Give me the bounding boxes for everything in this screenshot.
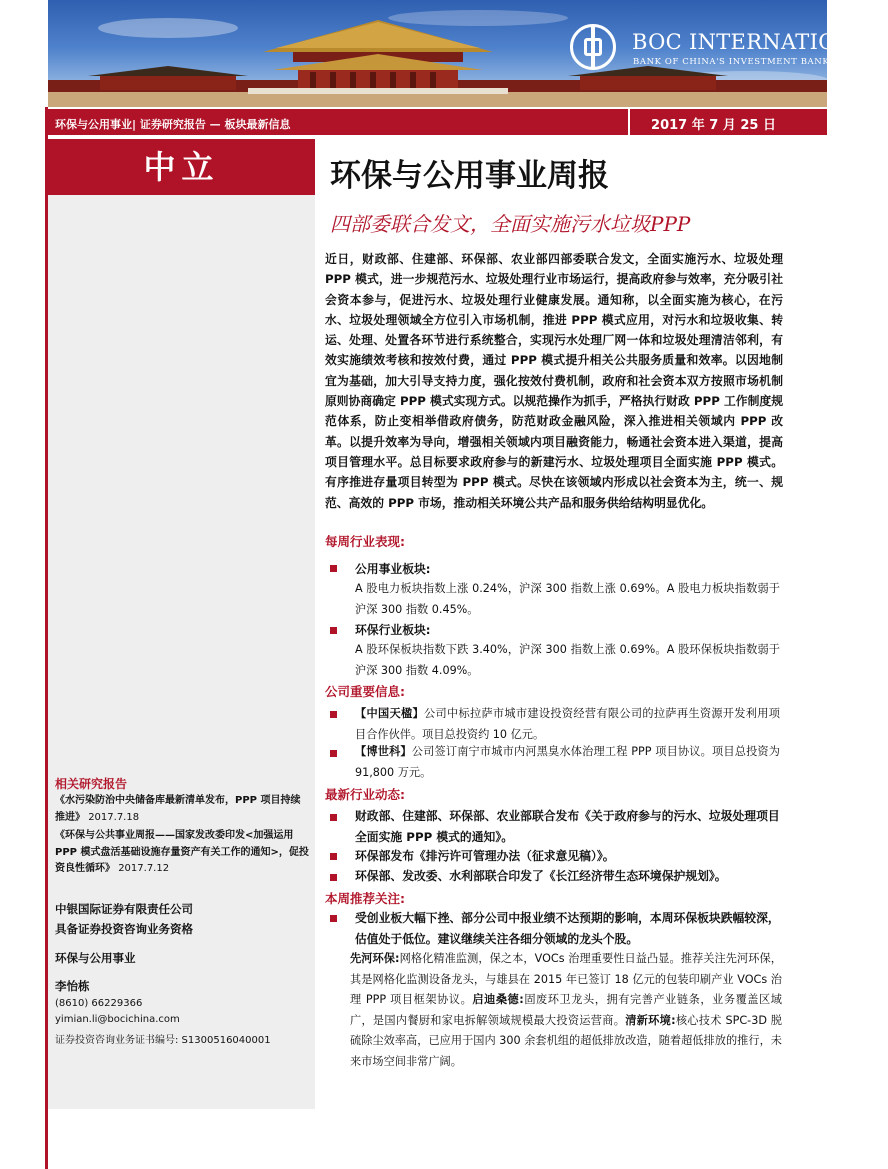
- related-report-date: 2017.7.18: [88, 811, 140, 823]
- analyst-phone: (8610) 66229366: [55, 998, 143, 1009]
- related-reports-title: 相关研究报告: [55, 777, 128, 791]
- report-subtitle: 四部委联合发文，全面实施污水垃圾PPP: [330, 212, 691, 236]
- bullet-icon: [330, 915, 337, 922]
- related-report-item: [55, 828, 310, 878]
- bullet-icon: [330, 814, 337, 821]
- analyst-email[interactable]: yimian.li@bocichina.com: [55, 1014, 180, 1025]
- company-name: 【中国天楹】: [355, 707, 424, 720]
- related-report-title: 《水污染防治中央储备库最新清单发布，PPP 项目持续推进》: [55, 795, 301, 823]
- bullet-icon: [330, 874, 337, 881]
- bullet-icon: [330, 565, 337, 572]
- industry-news-item: 财政部、住建部、环保部、农业部联合发布《关于政府参与的污水、垃圾处理项目全面实施 PPP 模式的通知》。: [355, 809, 780, 844]
- sidebar: [48, 195, 315, 1109]
- breadcrumb: 环保与公用事业| 证券研究报告 — 板块最新信息: [55, 118, 291, 131]
- bullet-icon: [330, 711, 337, 718]
- header-divider: [628, 109, 630, 135]
- related-report-title: 《环保与公共事业周报——国家发改委印发<加强运用 PPP 模式盘活基础设施存量资产有关工作的通知>，促投资良性循环》: [55, 830, 309, 874]
- analyst-name: 李怡栋: [55, 979, 90, 993]
- bullet-icon: [330, 853, 337, 860]
- report-title: 环保与公用事业周报: [330, 158, 609, 194]
- qualification: 具备证券投资咨询业务资格: [55, 922, 193, 936]
- industry-heading: 最新行业动态:: [325, 787, 405, 802]
- weekly-item-title: 环保行业板块:: [355, 623, 431, 637]
- recommend-body: [350, 949, 782, 1072]
- header-banner: [48, 0, 888, 107]
- company-news-text: 公司中标拉萨市城市建设投资经营有限公司的拉萨再生资源开发利用项目合作伙伴。项目总投资约 10 亿元。: [355, 707, 780, 741]
- industry-news-item: 环保部发布《排污许可管理办法（征求意见稿）》。: [355, 849, 615, 863]
- intro-paragraph: 近日，财政部、住建部、环保部、农业部四部委联合发文，全面实施污水、垃圾处理 PPP 模式，进一步规范污水、垃圾处理行业市场运行，提高政府参与效率，充分吸引社会资本参与，促进污水、垃圾处理行业健康发展。通知称，以全面实施为核心，在污水、垃圾处理领域全方位引入市场机制，推进 PPP 模式应用，对污水和垃圾收集、转运、处理、处置各环节进行系统整合，实现污水处理厂网一体和垃圾处理清洁邻利，有效实施绩效考核和按效付费，通过 PPP 模式提升相关公共服务质量和效率。以因地制宜为基础，加大引导支持力度，强化按效付费机制，政府和社会资本双方按照市场机制原则协商确定 PPP 模式实现方式。以规范操作为抓手，严格执行财政 PPP 工作制度规范体系，防止变相举借政府债务，防范财政金融风险，深入推进相关领域内 PPP 改革。以提升效率为导向，增强相关领域内项目融资能力，畅通社会资本进入渠道，提高项目管理水平。总目标要求政府参与的新建污水、垃圾处理项目全面实施 PPP 模式。有序推进存量项目转型为 PPP 模式。尽快在该领域内形成以社会资本为主，统一、规范、高效的 PPP 市场，推动相关环境公共产品和服务供给结构明显优化。: [325, 252, 783, 510]
- bullet-icon: [330, 750, 337, 757]
- industry-news-item: 环保部、发改委、水利部联合印发了《长江经济带生态环境保护规划》。: [355, 869, 727, 883]
- related-report-date: 2017.7.12: [118, 863, 170, 874]
- weekly-item-text: A 股电力板块指数上涨 0.24%，沪深 300 指数上涨 0.69%。A 股电力板块指数弱于沪深 300 指数 0.45%。: [355, 582, 780, 616]
- logo-text: BOC INTERNATIONAL: [632, 30, 885, 54]
- sector-name: 环保与公用事业: [55, 951, 136, 965]
- recommend-lead: 受创业板大幅下挫、部分公司中报业绩不达预期的影响，本周环保板块跌幅较深，估值处于低位。建议继续关注各细分领域的龙头个股。: [355, 911, 780, 946]
- company-news-text: 公司签订南宁市城市内河黑臭水体治理工程 PPP 项目协议。项目总投资为 91,800 万元。: [355, 745, 780, 779]
- stock-name: 清新环境:: [625, 1013, 676, 1027]
- related-report-item: [55, 793, 310, 826]
- logo-subtext: BANK OF CHINA'S INVESTMENT BANKING GROUP: [633, 57, 888, 67]
- company-name: 中银国际证券有限责任公司: [55, 902, 193, 916]
- company-news-item: [355, 742, 780, 783]
- company-news-item: [355, 704, 780, 745]
- weekly-heading: 每周行业表现:: [325, 534, 405, 549]
- stock-text: 核心技术 SPC-3D 脱硫除尘效率高，已应用于国内 300 余套机组的超低排放改造，随着超低排放的推行，未来市场空间非常广阔。: [350, 1013, 782, 1068]
- stock-text: 固废环卫龙头，拥有完善产业链条，业务覆盖区域广，是国内餐厨和家电拆解领域规模最大投资运营商。: [350, 993, 782, 1027]
- report-date: 2017 年 7 月 25 日: [651, 118, 776, 133]
- license-number: 证券投资咨询业务证书编号: S1300516040001: [55, 1035, 271, 1046]
- weekly-item-title: 公用事业板块:: [355, 562, 431, 576]
- company-heading: 公司重要信息:: [325, 684, 405, 699]
- rating-badge: 中立: [48, 139, 315, 195]
- weekly-item-text: A 股环保板块指数下跌 3.40%，沪深 300 指数上涨 0.69%。A 股环保板块指数弱于沪深 300 指数 4.09%。: [355, 643, 780, 677]
- bullet-icon: [330, 627, 337, 634]
- boc-logo-icon: [570, 24, 616, 70]
- company-name: 【博世科】: [355, 745, 412, 758]
- recommend-heading: 本周推荐关注:: [325, 891, 405, 906]
- stock-text: 网格化精准监测，保之本，VOCs 治理重要性日益凸显。推荐关注先河环保，其是网格化监测设备龙头，与雄县在 2015 年已签订 18 亿元的包装印刷产业 VOCs 治理 PPP 项目框架协议。: [350, 952, 782, 1006]
- stock-name: 启迪桑德:: [472, 993, 524, 1006]
- stock-name: 先河环保:: [350, 952, 400, 965]
